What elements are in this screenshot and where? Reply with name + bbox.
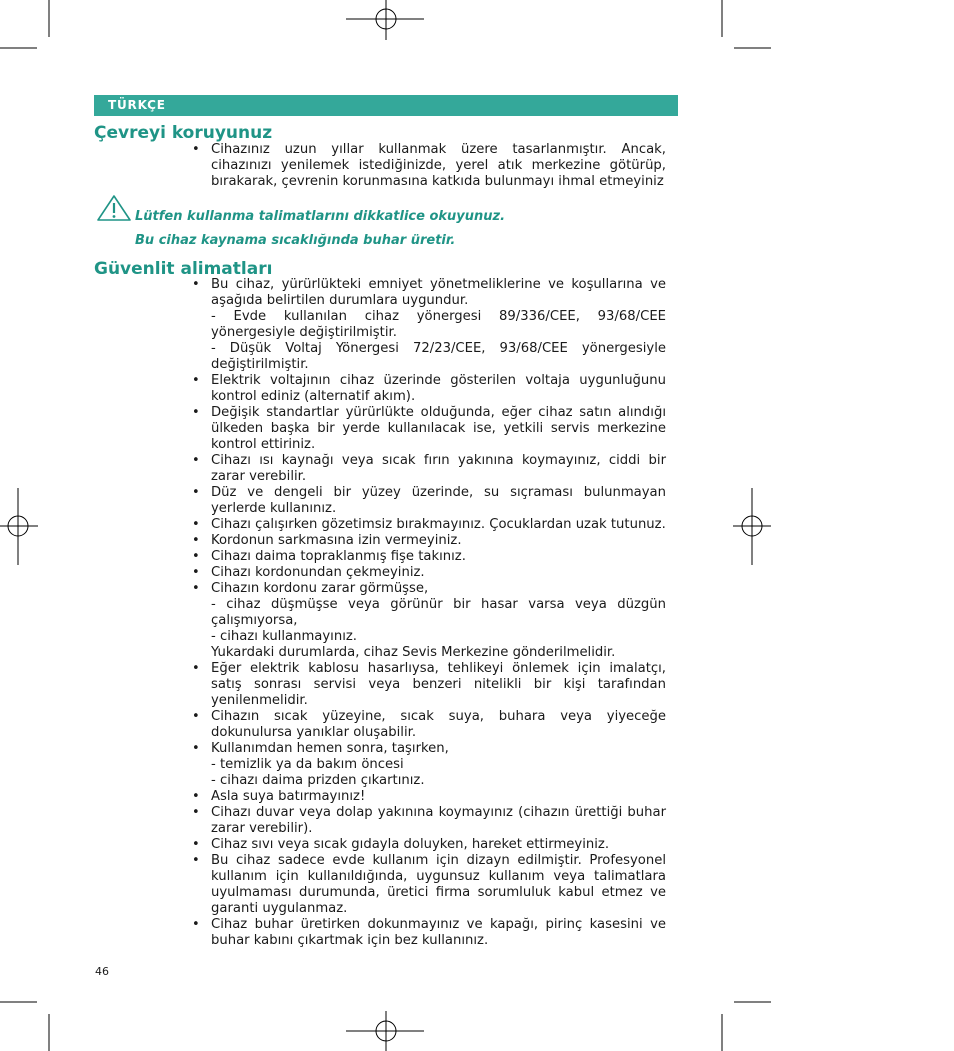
list-item <box>211 373 666 405</box>
warning-steam: Bu cihaz kaynama sıcaklığında buhar üretir. <box>135 233 456 248</box>
list-item-subline: - cihazı daima prizden çıkartınız. <box>211 773 425 788</box>
list-item <box>211 485 666 517</box>
list-item <box>211 741 666 789</box>
list-item <box>211 277 666 373</box>
safety-heading: Güvenlit alimatları <box>94 259 273 279</box>
list-item <box>211 405 666 453</box>
list-item-text: • Cihazı çalışırken gözetimsiz bırakmayınız. Çocuklardan uzak tutunuz. <box>211 517 666 532</box>
list-item-text: • Cihazı daima topraklanmış fişe takınız. <box>211 549 466 564</box>
warning-read-instructions: Lütfen kullanma talimatlarını dikkatlice okuyunuz. <box>135 209 506 224</box>
list-item <box>211 917 666 949</box>
list-item-text: • Cihaz buhar üretirken dokunmayınız ve kapağı, pirinç kasesini ve buhar kabını çıkartmak için bez kullanınız. <box>211 917 666 948</box>
list-item-text: • Cihazı kordonundan çekmeyiniz. <box>211 565 425 580</box>
list-item: • Cihazınız uzun yıllar kullanmak üzere tasarlanmıştır. Ancak, cihazınızı yenilemek istediğinizde, yerel atık merkezine götürüp, bırakarak, çevrenin korunmasına katkıda bulunmayı ihmal etmeyiniz <box>211 142 666 190</box>
list-item-text: • Cihazın sıcak yüzeyine, sıcak suya, buhara veya yiyeceğe dokunulursa yanıklar oluşabilir. <box>211 709 666 740</box>
list-item-text: • Kullanımdan hemen sonra, taşırken, <box>211 741 449 756</box>
list-item-subline: - temizlik ya da bakım öncesi <box>211 757 404 772</box>
safety-list <box>211 277 666 949</box>
list-item <box>211 533 666 549</box>
list-item-subline: - cihaz düşmüşse veya görünür bir hasar varsa veya düzgün çalışmıyorsa, <box>211 597 666 628</box>
list-item-text: • Cihazı ısı kaynağı veya sıcak fırın yakınına koymayınız, ciddi bir zarar verebilir. <box>211 453 666 484</box>
list-item-text: • Cihazın kordonu zarar görmüşse, <box>211 581 429 596</box>
list-item <box>211 709 666 741</box>
list-item-text: • Elektrik voltajının cihaz üzerinde gösterilen voltaja uygunluğunu kontrol ediniz (alternatif akım). <box>211 373 666 404</box>
language-tab: TÜRKÇE <box>94 95 678 116</box>
list-item-text: • Cihazı duvar veya dolap yakınına koymayınız (cihazın ürettiği buhar zarar verebilir). <box>211 805 666 836</box>
list-item-text: • Eğer elektrik kablosu hasarlıysa, tehlikeyi önlemek için imalatçı, satış sonrası servisi veya benzeri nitelikli bir kişi tarafından yenilenmelidir. <box>211 661 666 708</box>
list-item <box>211 453 666 485</box>
list-item-text: • Cihaz sıvı veya sıcak gıdayla doluyken, hareket ettirmeyiniz. <box>211 837 610 852</box>
warning-triangle-icon <box>96 194 132 222</box>
list-item <box>211 789 666 805</box>
environment-list <box>211 142 666 190</box>
list-item <box>211 549 666 565</box>
list-item-text: • Asla suya batırmayınız! <box>211 789 366 804</box>
list-item <box>211 661 666 709</box>
list-item-subline: Yukardaki durumlarda, cihaz Sevis Merkezine gönderilmelidir. <box>211 645 616 660</box>
list-item <box>211 565 666 581</box>
list-item <box>211 581 666 661</box>
list-item-text: • Kordonun sarkmasına izin vermeyiniz. <box>211 533 462 548</box>
list-item <box>211 837 666 853</box>
page-number: 46 <box>95 965 109 978</box>
list-item-text: • Düz ve dengeli bir yüzey üzerinde, su sıçraması bulunmayan yerlerde kullanınız. <box>211 485 666 516</box>
environment-heading: Çevreyi koruyunuz <box>94 123 273 143</box>
list-item <box>211 805 666 837</box>
list-item-subline: - cihazı kullanmayınız. <box>211 629 357 644</box>
list-item-subline: - Düşük Voltaj Yönergesi 72/23/CEE, 93/68/CEE yönergesiyle değiştirilmiştir. <box>211 341 666 372</box>
list-item-subline: - Evde kullanılan cihaz yönergesi 89/336/CEE, 93/68/CEE yönergesiyle değiştirilmiştir. <box>211 309 666 340</box>
list-item <box>211 853 666 917</box>
list-item-text: • Değişik standartlar yürürlükte olduğunda, eğer cihaz satın alındığı ülkeden başka bir yerde kullanılacak ise, yetkili servis merkezine kontrol ettiriniz. <box>211 405 666 452</box>
list-item <box>211 517 666 533</box>
list-item-text: • Bu cihaz, yürürlükteki emniyet yönetmeliklerine ve koşullarına ve aşağıda belirtilen durumlara uygundur. <box>211 277 666 308</box>
list-item-text: • Bu cihaz sadece evde kullanım için dizayn edilmiştir. Profesyonel kullanım için kullanıldığında, uygunsuz kullanım veya talimatlara uyulmaması durumunda, üretici firma sorumluluk kabul etmez ve garanti uygulanmaz. <box>211 853 666 916</box>
